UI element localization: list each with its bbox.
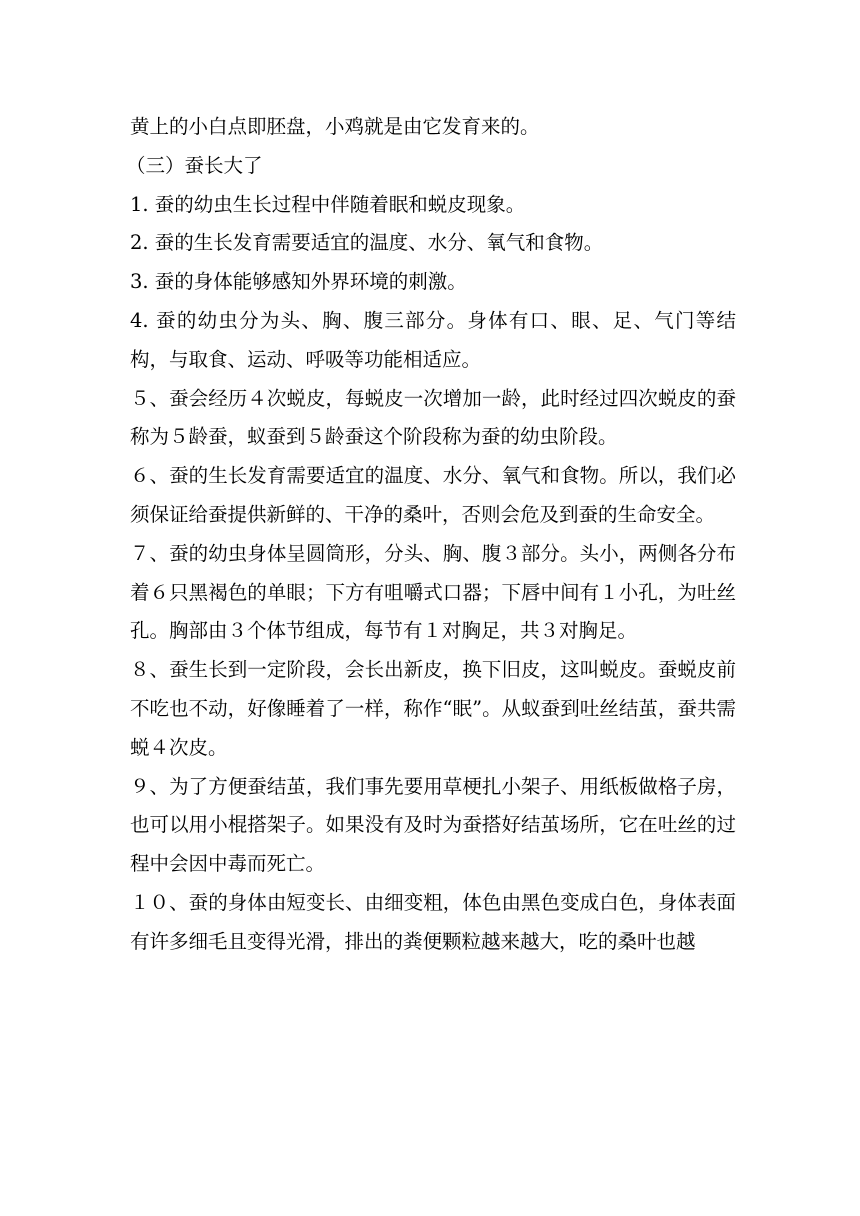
paragraph-point-7: ７、蚕的幼虫身体呈圆筒形，分头、胸、腹３部分。头小，两侧各分布着６只黑褐色的单眼；下方有咀嚼式口器；下唇中间有１小孔，为吐丝孔。胸部由３个体节组成，每节有１对胸足，共３对胸足。 <box>130 541 736 643</box>
paragraph-point-6: ６、蚕的生长发育需要适宜的温度、水分、氧气和食物。所以，我们必须保证给蚕提供新鲜的、干净的桑叶，否则会危及到蚕的生命安全。 <box>130 464 736 526</box>
paragraph-point-10: １０、蚕的身体由短变长、由细变粗，体色由黑色变成白色，身体表面有许多细毛且变得光滑，排出的粪便颗粒越来越大，吃的桑叶也越 <box>130 890 736 953</box>
section-heading-silkworm-grows: （三）蚕长大了 <box>126 153 263 177</box>
paragraph-point-9: ９、为了方便蚕结茧，我们事先要用草梗扎小架子、用纸板做格子房，也可以用小棍搭架子。如果没有及时为蚕搭好结茧场所，它在吐丝的过程中会因中毒而死亡。 <box>130 774 736 876</box>
paragraph-point-1: 1. 蚕的幼虫生长过程中伴随着眠和蜕皮现象。 <box>130 192 526 216</box>
paragraph-point-3: 3. 蚕的身体能够感知外界环境的刺激。 <box>130 270 467 294</box>
paragraph-egg-germinal-disc: 黄上的小白点即胚盘，小鸡就是由它发育来的。 <box>130 115 540 138</box>
paragraph-point-8: ８、蚕生长到一定阶段，会长出新皮，换下旧皮，这叫蜕皮。蚕蜕皮前不吃也不动，好像睡着了一样，称作“眠”。从蚁蚕到吐丝结茧，蚕共需蜕４次皮。 <box>130 658 736 759</box>
document-body <box>126 108 736 962</box>
paragraph-point-5: ５、蚕会经历４次蜕皮，每蜕皮一次增加一龄，此时经过四次蜕皮的蚕称为５龄蚕，蚁蚕到５龄蚕这个阶段称为蚕的幼虫阶段。 <box>130 386 736 449</box>
paragraph-point-2: 2. 蚕的生长发育需要适宜的温度、水分、氧气和食物。 <box>130 231 604 255</box>
paragraph-point-4: 4. 蚕的幼虫分为头、胸、腹三部分。身体有口、眼、足、气门等结构，与取食、运动、呼吸等功能相适应。 <box>130 308 736 371</box>
